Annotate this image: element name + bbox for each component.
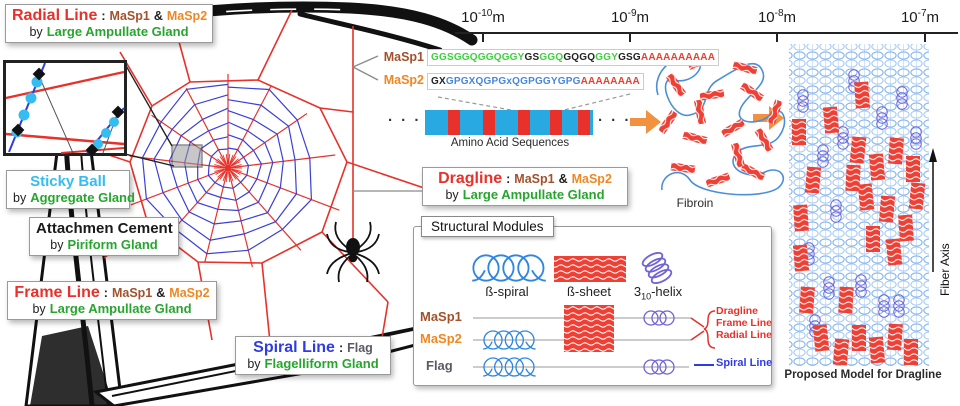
- proposed-model: [789, 44, 937, 366]
- bar-caption: Amino Acid Sequences: [450, 137, 570, 149]
- dragline-callout: Dragline : MaSp1 & MaSp2 by Large Ampullate Gland: [422, 167, 628, 206]
- fibroin-caption: Fibroin: [676, 196, 714, 210]
- helix-310-icon: [641, 250, 674, 286]
- callout-title: Radial Line: [12, 7, 98, 24]
- beta-sheet-icon: [554, 256, 626, 282]
- legend-spiral-line: Spiral Line: [716, 357, 773, 369]
- zoom-source-rect: [172, 145, 202, 167]
- legend-red-lines: Dragline Frame Line Radial Line: [716, 305, 773, 341]
- callout-title: Spiral Line: [253, 339, 335, 356]
- scale-tick-label: $10^{-10}m$: [461, 8, 505, 26]
- beta-spiral-label: ß-spiral: [485, 284, 529, 299]
- masp1-sequence: GGSGGQGGQGGYGSGGQGQGQGGYGSGAAAAAAAAAA: [427, 49, 719, 66]
- masp2-beta-sheet-icon: [564, 329, 614, 352]
- fibroin-illustration: [657, 54, 785, 195]
- ellipsis-left: · · ·: [388, 112, 422, 129]
- legend-brace: [704, 311, 715, 348]
- scale-tick-label: $10^{-7}m$: [900, 8, 940, 26]
- callout-title: Attachmen Cement: [36, 220, 173, 237]
- callout-title: Dragline: [438, 170, 503, 187]
- module-row-flag: Flag: [426, 358, 453, 373]
- module-row-masp1: MaSp1: [420, 309, 462, 324]
- beta-spiral-icon: [472, 255, 546, 280]
- masp1-beta-sheet-icon: [564, 305, 614, 330]
- amino-acid-bar: [425, 110, 593, 135]
- web-closeup-inset: [3, 60, 127, 156]
- masp1-label: MaSp1: [383, 50, 424, 64]
- transform-arrow-1: [630, 110, 661, 134]
- sticky-ball-callout: Sticky Ball by Aggregate Gland: [6, 170, 130, 209]
- model-caption: Proposed Model for Dragline: [784, 369, 942, 381]
- sequence-to-bar-dashes: [438, 94, 630, 112]
- module-row-masp2: MaSp2: [420, 331, 462, 346]
- fiber-axis-label: Fiber Axis: [938, 243, 952, 296]
- radial-line-callout: Radial Line : MaSp1 & MaSp2 by Large Ampullate Gland: [5, 4, 213, 43]
- legend-converge-lines: [691, 318, 704, 340]
- attachment-cement-callout: Attachmen Cement by Piriform Gland: [29, 217, 179, 256]
- spiral-line-callout: Spiral Line : Flag by Flagelliform Gland: [235, 336, 391, 375]
- length-scale: [455, 33, 958, 42]
- masp2-label: MaSp2: [383, 73, 424, 87]
- callout-title: Frame Line: [14, 284, 100, 301]
- structural-modules-title: Structural Modules: [421, 216, 554, 237]
- helix-310-label: $3_{10}$-helix: [633, 284, 683, 302]
- frame-line-callout: Frame Line : MaSp1 & MaSp2 by Large Ampullate Gland: [7, 281, 217, 320]
- beta-sheet-label: ß-sheet: [566, 284, 612, 299]
- inset-connector-line: [125, 64, 172, 146]
- scale-tick-label: $10^{-9}m$: [610, 8, 650, 26]
- callout-title: Sticky Ball: [30, 173, 106, 190]
- masp2-sequence: GXGPGXQGPGxQGPGGYGPGAAAAAAAA: [427, 73, 644, 90]
- ellipsis-right: · · ·: [598, 112, 632, 129]
- scale-tick-label: $10^{-8}m$: [757, 8, 797, 26]
